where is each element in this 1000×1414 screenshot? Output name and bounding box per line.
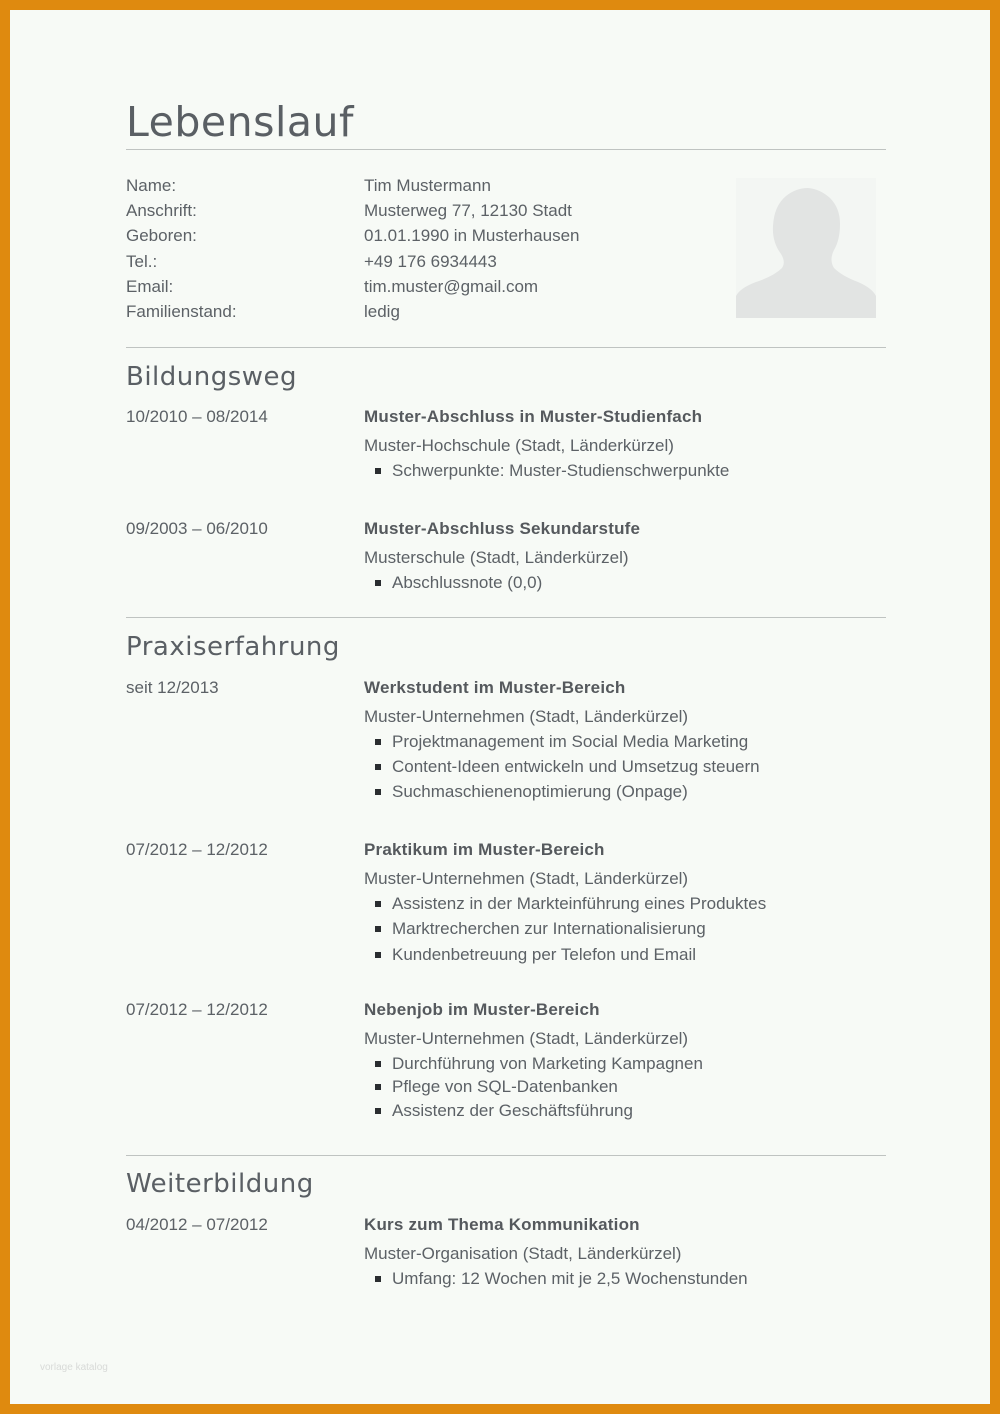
- entry-bullet: Content-Ideen entwickeln und Umsetzug steuern: [392, 757, 760, 776]
- divider: [126, 149, 886, 150]
- bullet-square-icon: [375, 1084, 381, 1090]
- bullet-square-icon: [375, 468, 381, 474]
- page-title: Lebenslauf: [126, 98, 354, 146]
- section-title-further-education: Weiterbildung: [126, 1169, 314, 1199]
- bullet-square-icon: [375, 580, 381, 586]
- entry-bullet: Suchmaschienenoptimierung (Onpage): [392, 782, 688, 801]
- divider: [126, 1155, 886, 1156]
- person-silhouette-icon: [736, 178, 876, 318]
- bullet-square-icon: [375, 789, 381, 795]
- divider: [126, 347, 886, 348]
- label-phone: Tel.:: [126, 252, 158, 271]
- entry-heading: Muster-Abschluss in Muster-Studienfach: [364, 407, 703, 426]
- entry-bullet: Umfang: 12 Wochen mit je 2,5 Wochenstunden: [392, 1269, 748, 1288]
- entry-date: 09/2003 – 06/2010: [126, 519, 268, 538]
- entry-place: Muster-Unternehmen (Stadt, Länderkürzel): [364, 1029, 689, 1048]
- entry-place: Musterschule (Stadt, Länderkürzel): [364, 548, 629, 567]
- entry-date: 07/2012 – 12/2012: [126, 840, 268, 859]
- label-marital-status: Familienstand:: [126, 302, 237, 321]
- value-name: Tim Mustermann: [364, 176, 491, 195]
- bullet-square-icon: [375, 926, 381, 932]
- label-address: Anschrift:: [126, 201, 197, 220]
- entry-bullet: Marktrecherchen zur Internationalisierung: [392, 919, 706, 938]
- entry-heading: Werkstudent im Muster-Bereich: [364, 678, 626, 697]
- bullet-square-icon: [375, 901, 381, 907]
- label-birth: Geboren:: [126, 226, 197, 245]
- section-title-education: Bildungsweg: [126, 362, 298, 392]
- entry-bullet: Durchführung von Marketing Kampagnen: [392, 1054, 703, 1073]
- entry-bullet: Abschlussnote (0,0): [392, 573, 543, 592]
- entry-bullet: Schwerpunkte: Muster-Studienschwerpunkte: [392, 461, 730, 480]
- section-title-experience: Praxiserfahrung: [126, 632, 340, 662]
- entry-heading: Praktikum im Muster-Bereich: [364, 840, 605, 859]
- value-marital-status: ledig: [364, 302, 400, 321]
- entry-heading: Kurs zum Thema Kommunikation: [364, 1215, 640, 1234]
- bullet-square-icon: [375, 1108, 381, 1114]
- divider: [126, 617, 886, 618]
- value-birth: 01.01.1990 in Musterhausen: [364, 226, 580, 245]
- bullet-square-icon: [375, 739, 381, 745]
- entry-bullet: Kundenbetreuung per Telefon und Email: [392, 945, 697, 964]
- entry-date: 10/2010 – 08/2014: [126, 407, 268, 426]
- bullet-square-icon: [375, 764, 381, 770]
- entry-place: Muster-Unternehmen (Stadt, Länderkürzel): [364, 707, 689, 726]
- entry-heading: Nebenjob im Muster-Bereich: [364, 1000, 600, 1019]
- value-email: tim.muster@gmail.com: [364, 277, 539, 296]
- bullet-square-icon: [375, 1276, 381, 1282]
- entry-bullet: Assistenz der Geschäftsführung: [392, 1101, 633, 1120]
- label-name: Name:: [126, 176, 177, 195]
- entry-date: 04/2012 – 07/2012: [126, 1215, 268, 1234]
- profile-photo-placeholder: [736, 178, 876, 318]
- watermark: vorlage katalog: [40, 1362, 108, 1373]
- entry-bullet: Projektmanagement im Social Media Marketing: [392, 732, 749, 751]
- entry-date: 07/2012 – 12/2012: [126, 1000, 268, 1019]
- entry-heading: Muster-Abschluss Sekundarstufe: [364, 519, 641, 538]
- label-email: Email:: [126, 277, 174, 296]
- entry-date: seit 12/2013: [126, 678, 219, 697]
- value-phone: +49 176 6934443: [364, 252, 497, 271]
- cv-page: [10, 10, 990, 1404]
- entry-place: Muster-Hochschule (Stadt, Länderkürzel): [364, 436, 674, 455]
- value-address: Musterweg 77, 12130 Stadt: [364, 201, 572, 220]
- entry-place: Muster-Organisation (Stadt, Länderkürzel): [364, 1244, 682, 1263]
- entry-bullet: Pflege von SQL-Datenbanken: [392, 1077, 618, 1096]
- entry-bullet: Assistenz in der Markteinführung eines Produktes: [392, 894, 767, 913]
- bullet-square-icon: [375, 1061, 381, 1067]
- bullet-square-icon: [375, 952, 381, 958]
- entry-place: Muster-Unternehmen (Stadt, Länderkürzel): [364, 869, 689, 888]
